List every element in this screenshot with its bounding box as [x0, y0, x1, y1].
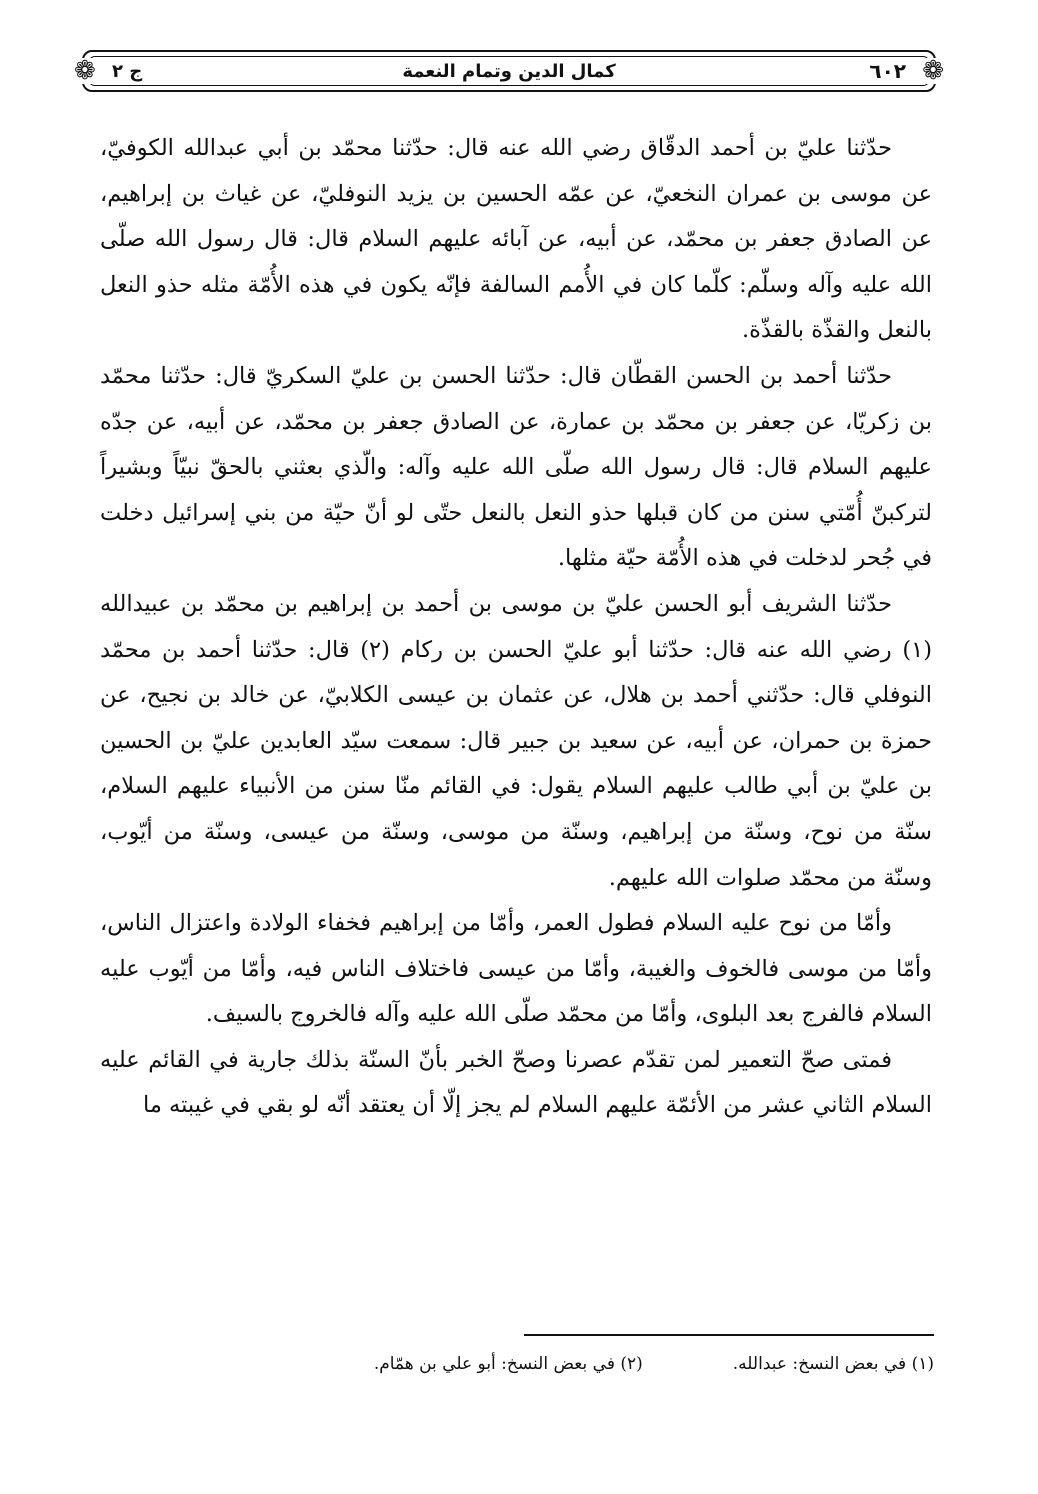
footnote: (٢) في بعض النسخ: أبو علي بن همّام.: [373, 1354, 643, 1374]
paragraph: حدّثنا عليّ بن أحمد الدقّاق رضي الله عنه قال: حدّثنا محمّد بن أبي عبدالله الكوفيّ، عن موسى بن عمران النخعيّ، عن عمّه الحسين بن يزيد النوفليّ، عن غياث بن إبراهيم، عن الصادق جعفر بن محمّد، عن أبيه، عن آبائه عليهم السلام قال: قال رسول الله صلّى الله عليه وآله وسلّم: كلّما كان في الأُمم السالفة فإنّه يكون في هذه الأُمّة مثله حذو النعل بالنعل والقذّة بالقذّة.: [100, 135, 932, 344]
footnote: (١) في بعض النسخ: عبدالله.: [732, 1354, 934, 1374]
header-ornament-right: ❁: [922, 56, 944, 86]
running-header: [74, 50, 944, 92]
paragraph: فمتى صحّ التعمير لمن تقدّم عصرنا وصحّ الخبر بأنّ السنّة بذلك جارية في القائم عليه السلام الثاني عشر من الأئمّة عليهم السلام لم يجز إلّا أن يعتقد أنّه لو بقي في غيبته ما: [100, 1046, 932, 1119]
book-title: كمال الدين وتمام النعمة: [402, 60, 616, 82]
footnote-divider: [524, 1334, 934, 1336]
paragraph: وأمّا من نوح عليه السلام فطول العمر، وأمّا من إبراهيم فخفاء الولادة واعتزال الناس، وأمّا من موسى فالخوف والغيبة، وأمّا من عيسى فاختلاف الناس فيه، وأمّا من أيّوب عليه السلام فالفرج بعد البلوى، وأمّا من محمّد صلّى الله عليه وآله فالخروج بالسيف.: [100, 910, 932, 1028]
header-ornament-left: ❁: [74, 56, 96, 86]
volume-label: ج ٢: [112, 60, 143, 82]
footnotes: [194, 1354, 934, 1374]
page-number: ٦٠٢: [869, 59, 906, 83]
paragraph: حدّثنا أحمد بن الحسن القطّان قال: حدّثنا الحسن بن عليّ السكريّ قال: حدّثنا محمّد بن زكريّا، عن جعفر بن محمّد بن عمارة، عن الصادق جعفر بن محمّد، عن أبيه، عن جدّه عليهم السلام قال: قال رسول الله صلّى الله عليه وآله: والّذي بعثني بالحقّ نبيّاً وبشيراً لتركبنّ أُمّتي سنن من كان قبلها حذو النعل بالنعل حتّى لو أنّ حيّة من بني إسرائيل دخلت في جُحر لدخلت في هذه الأُمّة حيّة مثلها.: [100, 362, 932, 572]
paragraph: حدّثنا الشريف أبو الحسن عليّ بن موسى بن أحمد بن إبراهيم بن محمّد بن عبيدالله (١) رضي الله عنه قال: حدّثنا أبو عليّ الحسن بن ركام (٢) قال: حدّثنا أحمد بن محمّد النوفلي قال: حدّثني أحمد بن هلال، عن عثمان بن عيسى الكلابيّ، عن خالد بن نجيح، عن حمزة بن حمران، عن أبيه، عن سعيد بن جبير قال: سمعت سيّد العابدين عليّ بن الحسين بن عليّ بن أبي طالب عليهم السلام يقول: في القائم منّا سنن من الأنبياء عليهم السلام، سنّة من نوح، وسنّة من إبراهيم، وسنّة من موسى، وسنّة من عيسى، وسنّة من أيّوب، وسنّة من محمّد صلوات الله عليهم.: [100, 590, 932, 891]
main-text: [100, 126, 932, 1129]
